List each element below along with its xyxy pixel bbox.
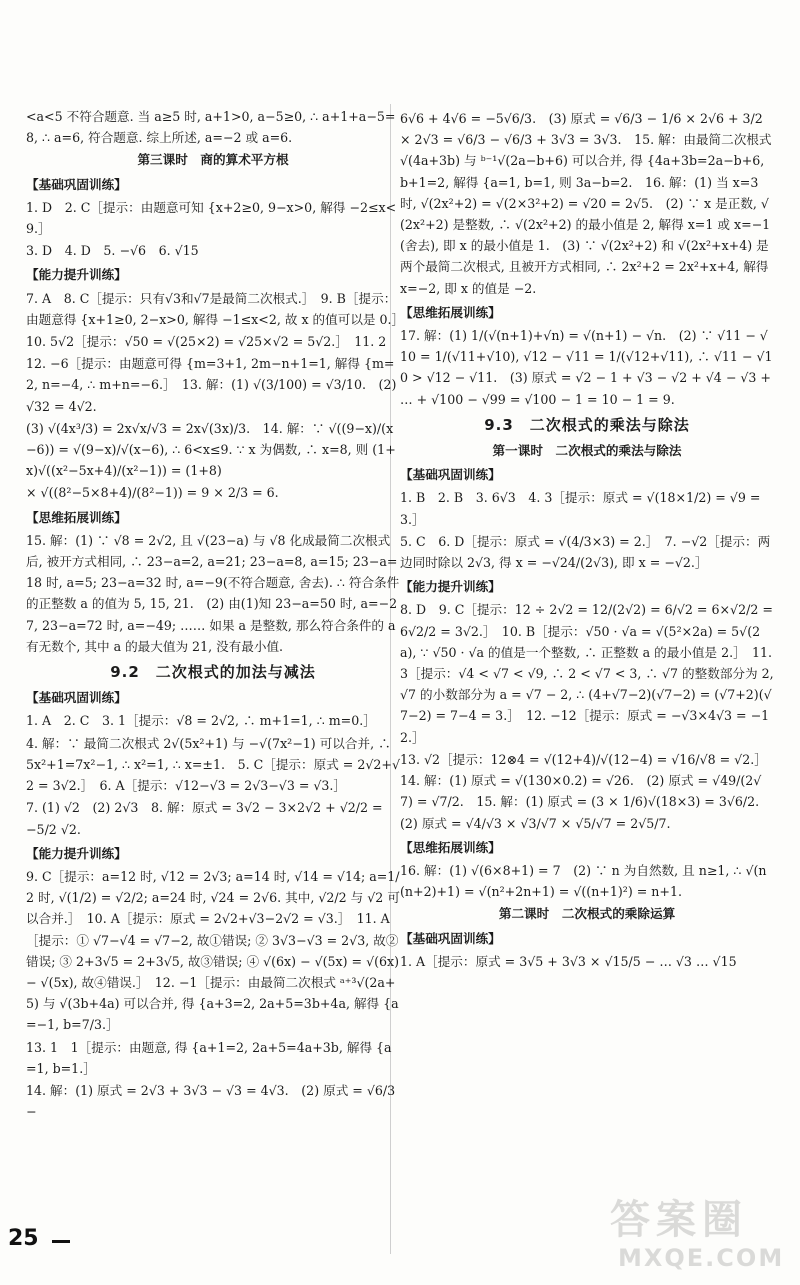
answer-paragraph: 3. D 4. D 5. −√6 6. √15 bbox=[26, 243, 199, 259]
exercise-tag: 【思维拓展训练】 bbox=[400, 839, 501, 855]
answer-paragraph: 5. C 6. D［提示：原式 = √(4/3×3) = 2.］ 7. −√2［提示：两边同时除以 2√3, 得 x = −√24/(2√3), 即 x = −√2.］ bbox=[400, 533, 771, 571]
answer-paragraph: 10. 5√2［提示：√50 = √(25×2) = √25×√2 = 5√2.］ 11. 2 bbox=[26, 334, 387, 350]
answer-paragraph: 17. 解：(1) 1/(√(n+1)+√n) = √(n+1) − √n. (2) ∵ √11 − √10 = 1/(√11+√10), √12 − √11 = 1/(√12+√11), ∴ √11 − √10 > √12 − √11. (3) 原式 = √2 − 1 + √3 − √2 + √4 − √3 + … + √100 − √99 = √100 − 1 = 10 − 1 = 9. bbox=[400, 328, 773, 407]
page-number-bar bbox=[52, 1240, 70, 1243]
answer-paragraph: × √((8²−5×8+4)/(8²−1)) = 9 × 2/3 = 6. bbox=[26, 485, 279, 501]
answer-paragraph: 1. B 2. B 3. 6√3 4. 3［提示：原式 = √(18×1/2) = √9 = 3.］ bbox=[400, 490, 761, 527]
answer-paragraph: <a<5 不符合题意. 当 a≥5 时, a+1>0, a−5≥0, ∴ a+1+a−5=8, ∴ a=6, 符合题意. 综上所述, a=−2 或 a=6. bbox=[26, 109, 396, 146]
exercise-tag: 【思维拓展训练】 bbox=[26, 509, 127, 525]
answer-paragraph: 4. 解：∵ 最简二次根式 2√(5x²+1) 与 −√(7x²−1) 可以合并, ∴ 5x²+1=7x²−1, ∴ x²=1, ∴ x=±1. 5. C［提示：原式 = 2√2+√2 = 3√2.］ 6. A［提示：√12−√3 = 2√3−√3 = √3.］ bbox=[26, 735, 400, 794]
answer-paragraph: 9. C［提示：a=12 时, √12 = 2√3; a=14 时, √14 = √14; a=1/2 时, √(1/2) = √2/2; a=24 时, √24 = 2√6. 其中, √2/2 与 √2 可以合并.］ 10. A［提示：原式 = 2√2+√3−2√2 = √3.］ 11. A［提示：① √7−√4 = √7−2, 故①错误; ② 3√3−√3 = 2√3, 故②错误; ③ 2+3√5 = 2+3√5, 故③错误; ④ √(6x) − √(5x) = √(6x) − √(5x), 故④错误.］ 12. −1［提示：由最简二次根式 ᵃ⁺³√(2a+5) 与 √(3b+4a) 可以合并, 得 {a+3=2, 2a+5=3b+4a, 解得 {a=−1, b=7/3.］ bbox=[26, 868, 400, 1033]
answer-paragraph: 1. D 2. C［提示：由题意可知 {x+2≥0, 9−x>0, 解得 −2≤x<9.］ bbox=[26, 199, 397, 237]
watermark-logo-text: 答案圈 bbox=[610, 1197, 748, 1243]
answer-paragraph: 12. −6［提示：由题意可得 {m=3+1, 2m−n+1=1, 解得 {m=2, n=−4, ∴ m+n=−6.］ 13. 解：(1) √(3/100) = √3/10. (2) √32 = 4√2. bbox=[26, 356, 397, 414]
exercise-tag: 【基础巩固训练】 bbox=[400, 467, 501, 483]
answer-paragraph: 1. A［提示：原式 = 3√5 + 3√3 × √15/5 − … √3 … √15 bbox=[400, 953, 737, 969]
watermark-url: MXQE.COM bbox=[618, 1244, 785, 1272]
site-watermark bbox=[600, 1186, 790, 1276]
exercise-tag: 【能力提升训练】 bbox=[26, 267, 127, 283]
lesson-subtitle: 第一课时 二次根式的乘法与除法 bbox=[492, 443, 682, 459]
answer-paragraph: 13. √2［提示：12⊗4 = √(12+4)/√(12−4) = √16/√8 = √2.］ 14. 解：(1) 原式 = √(130×0.2) = √26. (2) 原式 = √49/(2√7) = √7/2. 15. 解：(1) 原式 = (3 × 1/6)√(18×3) = 3√6/2. (2) 原式 = √4/√3 × √3/√7 × √5/√7 = 2√5/7. bbox=[400, 751, 774, 831]
section-heading: 9.3 二次根式的乘法与除法 bbox=[484, 415, 690, 434]
exercise-tag: 【思维拓展训练】 bbox=[400, 304, 501, 320]
answer-paragraph: 8. D 9. C［提示：12 ÷ 2√2 = 12/(2√2) = 6/√2 = 6×√2/2 = 6√2/2 = 3√2.］ 10. B［提示：√50 · √a = √(5²×2a) = 5√(2a), ∵ √50 · √a 的值是一个整数, ∴ 正整数 a 的最小值是 2.］ 11. 3［提示：√4 < √7 < √9, ∴ 2 < √7 < 3, ∴ √7 的整数部分为 2, √7 的小数部分为 a = √7 − 2, ∴ (4+√7−2)(√7−2) = (√7+2)(√7−2) = 7−4 = 3.］ 12. −12［提示：原式 = −√3×4√3 = −12.］ bbox=[400, 602, 774, 745]
answer-paragraph: 15. 解：(1) ∵ √8 = 2√2, 且 √(23−a) 与 √8 化成最简二次根式后, 被开方式相同, ∴ 23−a=2, a=21; 23−a=8, a=15; 23−a=18 时, a=5; 23−a=32 时, a=−9(不符合题意, 舍去). ∴ 符合条件的正整数 a 的值为 5, 15, 21. (2) 由(1)知 23−a=50 时, a=−27, 23−a=72 时, a=−49; …… 如果 a 是整数, 那么符合条件的 a 有无数个, 其中 a 的最大值为 21, 没有最小值. bbox=[26, 532, 400, 654]
section-heading: 9.2 二次根式的加法与减法 bbox=[110, 663, 316, 682]
exercise-tag: 【能力提升训练】 bbox=[400, 579, 501, 595]
exercise-tag: 【能力提升训练】 bbox=[26, 845, 127, 861]
answer-paragraph: 7. (1) √2 (2) 2√3 8. 解：原式 = 3√2 − 3×2√2 + √2/2 = −5/2 √2. bbox=[26, 800, 383, 837]
lesson-subtitle: 第三课时 商的算术平方根 bbox=[137, 152, 289, 168]
page-number: 25 bbox=[8, 1226, 39, 1251]
answer-paragraph: 7. A 8. C［提示：只有√3和√7是最简二次根式.］ 9. B［提示：由题意得 {x+1≥0, 2−x>0, 解得 −1≤x<2, 故 x 的值可以是 0.］ bbox=[26, 290, 405, 327]
answer-paragraph: 16. 解：(1) √(6×8+1) = 7 (2) ∵ n 为自然数, 且 n≥1, ∴ √(n(n+2)+1) = √(n²+2n+1) = √((n+1)²) = n+1. bbox=[400, 862, 767, 900]
exercise-tag: 【基础巩固训练】 bbox=[400, 930, 501, 946]
exercise-tag: 【基础巩固训练】 bbox=[26, 690, 127, 706]
answer-paragraph: 13. 1 1［提示：由题意, 得 {a+1=2, 2a+5=4a+3b, 解得 {a=1, b=1.］ bbox=[26, 1039, 392, 1076]
answer-paragraph: 6√6 + 4√6 = −5√6/3. (3) 原式 = √6/3 − 1/6 × 2√6 + 3/2 × 2√3 = √6/3 − √6/3 + 3√3 = 3√3. 15. 解：由最简二次根式 √(4a+3b) 与 ᵇ⁻¹√(2a−b+6) 可以合并, 得 {4a+3b=2a−b+6, b+1=2, 解得 {a=1, b=1, 则 3a−b=2. 16. 解：(1) 当 x=3 时, √(2x²+2) = √(2×3²+2) = √20 = 2√5. (2) ∵ x 是正数, √(2x²+2) 是整数, ∴ √(2x²+2) 的最小值是 2, 解得 x=1 或 x=−1(舍去), 即 x 的最小值是 1. (3) ∵ √(2x²+2) 和 √(2x²+x+4) 是两个最简二次根式, 且被开方式相同, ∴ 2x²+2 = 2x²+x+4, 解得 x=−2, 即 x 的值是 −2. bbox=[400, 111, 772, 296]
exercise-tag: 【基础巩固训练】 bbox=[26, 176, 127, 192]
answer-paragraph: 14. 解：(1) 原式 = 2√3 + 3√3 − √3 = 4√3. (2) 原式 = √6/3 − bbox=[26, 1082, 396, 1120]
left-column bbox=[26, 106, 405, 1123]
right-column bbox=[400, 108, 774, 973]
answer-paragraph: 1. A 2. C 3. 1［提示：√8 = 2√2, ∴ m+1=1, ∴ m=0.］ bbox=[26, 713, 376, 729]
answer-paragraph: (3) √(4x³/3) = 2x√x/√3 = 2x√(3x)/3. 14. 解：∵ √((9−x)/(x−6)) = √(9−x)/√(x−6), ∴ 6<x≤9. ∵ x 为偶数, ∴ x=8, 则 (1+x)√((x²−5x+4)/(x²−1)) = (1+8) bbox=[26, 420, 396, 479]
lesson-subtitle: 第二课时 二次根式的乘除运算 bbox=[498, 906, 676, 922]
